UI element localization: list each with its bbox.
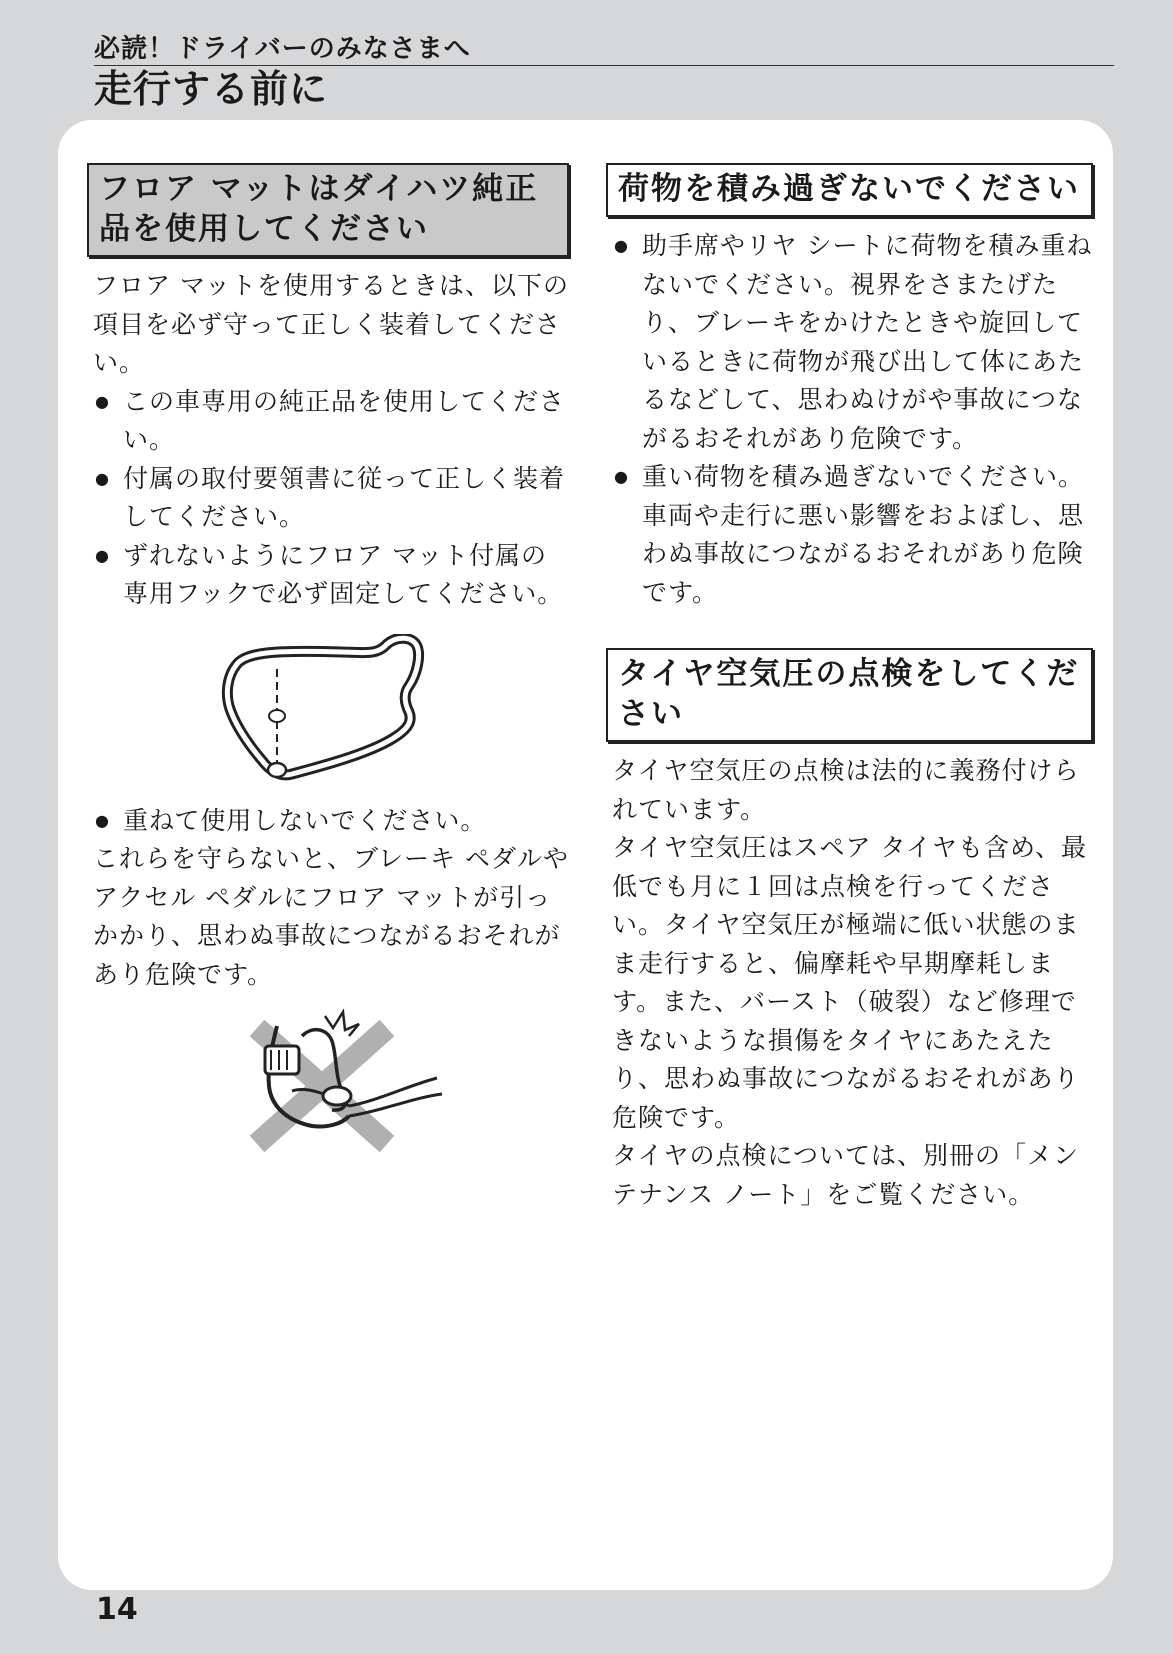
tire-paragraph: タイヤ空気圧はスペア タイヤも含め、最低でも月に１回は点検を行ってください。タイヤ空気圧が極端に低い状態のまま走行すると、偏摩耗や早期摩耗します。また、バースト（破裂）など修理できないような損傷をタイヤにあたえたり、思わぬ事故につながるおそれがあり危険です。 — [612, 833, 1087, 1132]
page-title: 走行する前に — [94, 67, 329, 111]
floor-mat-warning: これらを守らないと、ブレーキ ペダルやアクセル ペダルにフロア マットが引っかかり、思わぬ事故につながるおそれがあり危険です。 — [93, 844, 569, 989]
section-title-tire-pressure: タイヤ空気圧の点検をしてください — [606, 648, 1093, 742]
left-column — [87, 163, 569, 1156]
pedal-caught-prohibited-illustration — [87, 1006, 569, 1156]
floor-mat-bullets — [87, 383, 569, 614]
right-column — [606, 163, 1093, 1214]
section-title-cargo: 荷物を積み過ぎないでください — [606, 163, 1093, 217]
list-item: ● 重ねて使用しないでください。 — [93, 802, 569, 841]
cargo-bullets — [606, 227, 1093, 612]
page-header — [94, 34, 1114, 112]
tire-paragraph: タイヤ空気圧の点検は法的に義務付けられています。 — [612, 756, 1080, 824]
list-item: ● この車専用の純正品を使用してください。 — [93, 383, 569, 460]
list-item: ● 助手席やリヤ シートに荷物を積み重ねないでください。視界をさまたげたり、ブレーキをかけたときや旋回しているときに荷物が飛び出して体にあたるなどして、思わぬけがや事故につながるおそれがあり危険です。 — [612, 227, 1093, 458]
list-item: ● 重い荷物を積み過ぎないでください。車両や走行に悪い影響をおよぼし、思わぬ事故につながるおそれがあり危険です。 — [612, 458, 1093, 612]
tire-paragraph: タイヤの点検については、別冊の「メンテナンス ノート」をご覧ください。 — [612, 1141, 1080, 1209]
list-item: ● 付属の取付要領書に従って正しく装着してください。 — [93, 460, 569, 537]
header-subtitle: 必読！ドライバーのみなさまへ — [94, 34, 1114, 66]
floor-mat-intro: フロア マットを使用するときは、以下の項目を必ず守って正しく装着してください。 — [93, 271, 569, 377]
floor-mat-hook-illustration — [87, 634, 569, 794]
page-number: 14 — [96, 1592, 138, 1627]
section-title-floor-mat: フロア マットはダイハツ純正品を使用してください — [87, 163, 569, 257]
floor-mat-bullets-2 — [87, 802, 569, 841]
list-item: ● ずれないようにフロア マット付属の専用フックで必ず固定してください。 — [93, 537, 569, 614]
